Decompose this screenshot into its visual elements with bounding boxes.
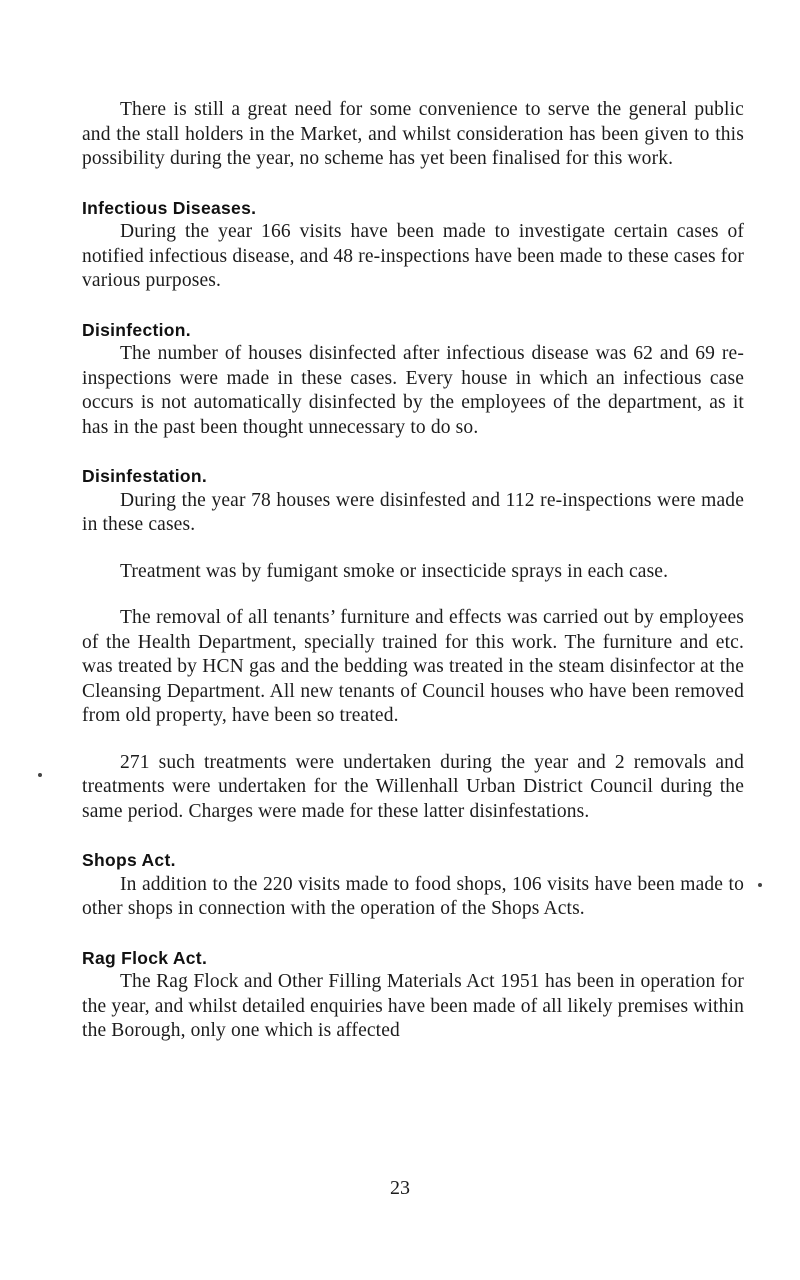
heading-shops-act: Shops Act. bbox=[82, 850, 176, 870]
print-speck bbox=[758, 883, 762, 887]
paragraph-disinfestation-treatment: Treatment was by fumigant smoke or insecticide sprays in each case. bbox=[120, 560, 669, 582]
print-speck bbox=[38, 773, 42, 777]
heading-disinfestation: Disinfestation. bbox=[82, 466, 208, 486]
paragraph-disinfection: The number of houses disinfected after infectious disease was 62 and 69 re-inspections were made in these cases. Every house in which an infectious case occurs is not automatically disinfected by the employees of the department, as it has in the past been thought unnecessary to do so. bbox=[82, 343, 744, 438]
paragraph-disinfestation-treatments-count: 271 such treatments were undertaken during the year and 2 removals and treatments were undertaken for the Willenhall Urban District Council during the same period. Charges were made for these latter disinfestations. bbox=[82, 751, 744, 822]
paragraph-rag-flock-act: The Rag Flock and Other Filling Materials Act 1951 has been in operation for the year, and whilst detailed enquiries have been made of all likely premises within the Borough, only one which is affected bbox=[82, 971, 744, 1041]
heading-rag-flock-act: Rag Flock Act. bbox=[82, 947, 208, 968]
paragraph-infectious-diseases: During the year 166 visits have been made to investigate certain cases of notified infectious disease, and 48 re-inspections have been made to these cases for various purposes. bbox=[82, 221, 744, 291]
paragraph-disinfestation-removal: The removal of all tenants’ furniture and effects was carried out by employees of the Health Department, specially trained for this work. The furniture and etc. was treated by HCN gas and the bedding was treated in the steam disinfector at the Cleansing Department. All new tenants of Council houses who have been removed from old property, have been so treated. bbox=[82, 607, 744, 726]
document-body bbox=[82, 98, 744, 1044]
paragraph-disinfestation-houses: During the year 78 houses were disinfested and 112 re-inspections were made in these cases. bbox=[82, 489, 744, 535]
heading-disinfection: Disinfection. bbox=[82, 319, 191, 340]
page-number: 23 bbox=[390, 1177, 410, 1199]
heading-infectious-diseases: Infectious Diseases. bbox=[82, 197, 257, 218]
paragraph-market-convenience: There is still a great need for some convenience to serve the general public and the stall holders in the Market, and whilst consideration has been given to this possibility during the year, no scheme has yet been finalised for this work. bbox=[82, 99, 744, 169]
paragraph-shops-act: In addition to the 220 visits made to food shops, 106 visits have been made to other shops in connection with the operation of the Shops Acts. bbox=[82, 873, 744, 919]
